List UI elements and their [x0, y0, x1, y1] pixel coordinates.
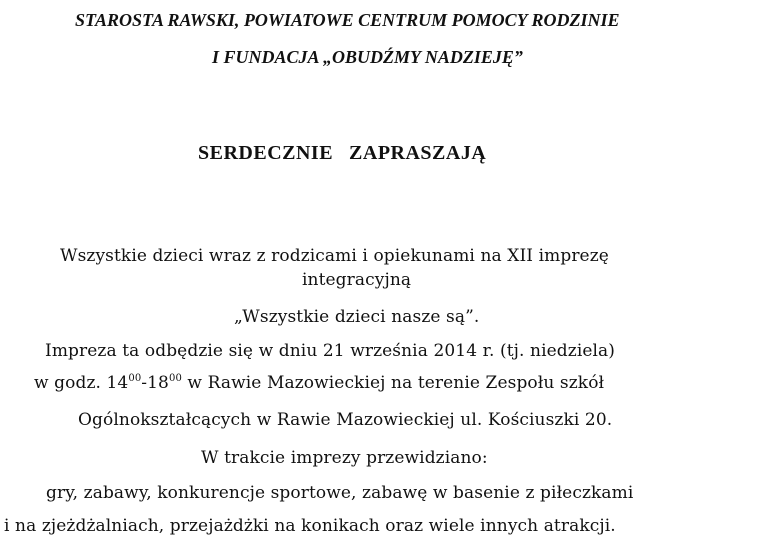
invitation-heading — [198, 142, 486, 165]
event-date-line: Impreza ta odbędzie się w dniu 21 września 2014 r. (tj. niedziela) — [45, 341, 616, 361]
time-prefix: w godz. 14 — [34, 373, 129, 393]
event-time-place-line — [34, 373, 604, 393]
organizers-heading-line-2: I FUNDACJA „OBUDŹMY NADZIEJĘ” — [212, 47, 523, 67]
program-line-2: i na zjeżdżalniach, przejażdżki na konikach oraz wiele innych atrakcji. — [4, 516, 616, 536]
end-minutes: 00 — [168, 373, 182, 384]
start-minutes: 00 — [128, 373, 142, 384]
time-end-hour: -18 — [141, 373, 169, 393]
body-line-2: integracyjną — [302, 270, 412, 290]
event-title: „Wszystkie dzieci nasze są”. — [234, 307, 480, 327]
program-line-1: gry, zabawy, konkurencje sportowe, zabawę w basenie z piłeczkami — [46, 483, 634, 503]
program-intro: W trakcie imprezy przewidziano: — [201, 448, 488, 468]
body-line-1: Wszystkie dzieci wraz z rodzicami i opiekunami na XII imprezę — [60, 246, 609, 266]
invitation-word-1: SERDECZNIE — [198, 142, 334, 164]
place-text: w Rawie Mazowieckiej na terenie Zespołu szkół — [181, 373, 605, 393]
event-address-line: Ogólnokształcących w Rawie Mazowieckiej ul. Kościuszki 20. — [78, 410, 613, 430]
invitation-word-2: ZAPRASZAJĄ — [349, 142, 487, 164]
organizers-heading-line-1: STAROSTA RAWSKI, POWIATOWE CENTRUM POMOCY RODZINIE — [75, 10, 620, 30]
